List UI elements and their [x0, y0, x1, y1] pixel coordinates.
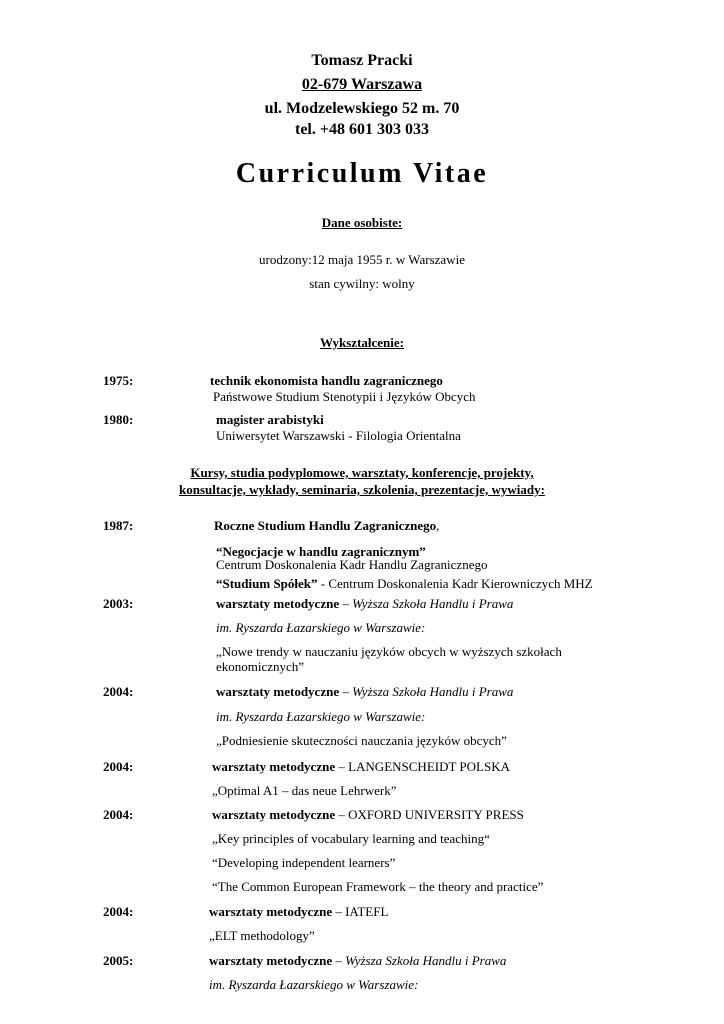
course-entry-2004d [209, 904, 388, 920]
course-topic: „Podniesienie skuteczności nauczania języków obcych” [216, 733, 507, 748]
course-topic: „Nowe trendy w nauczaniu języków obcych w wyższych szkołach [216, 644, 562, 659]
course-title-suffix: , [436, 518, 440, 533]
course-dash: – [339, 684, 353, 699]
course-org: Wyższa Szkoła Handlu i Prawa [345, 953, 507, 968]
course-title: Roczne Studium Handlu Zagranicznego [214, 518, 437, 533]
course-org: Wyższa Szkoła Handlu i Prawa [352, 684, 514, 699]
course-entry-2004b [212, 759, 510, 775]
education-year: 1980: [103, 412, 134, 427]
education-title: technik ekonomista handlu zagranicznego [210, 373, 443, 388]
course-topic: „Key principles of vocabulary learning and teaching“ [212, 831, 490, 846]
course-org: – OXFORD UNIVERSITY PRESS [335, 807, 524, 822]
education-title: magister arabistyki [216, 412, 324, 427]
course-entry-2005 [209, 953, 506, 969]
document-title: Curriculum Vitae [235, 158, 489, 189]
section-heading-courses: Kursy, studia podyplomowe, warsztaty, konferencje, projekty, [190, 465, 534, 480]
section-heading-education: Wykształcenie: [320, 335, 404, 350]
course-topic: „ELT methodology” [209, 928, 315, 943]
section-heading-courses-cont: konsultacje, wykłady, seminaria, szkolenia, prezentacje, wywiady: [179, 482, 545, 497]
author-street: ul. Modzelewskiego 52 m. 70 [264, 100, 460, 117]
course-title: “Studium Spółek” [216, 576, 318, 591]
course-year: 2004: [103, 759, 134, 774]
course-topic: “Developing independent learners” [212, 855, 396, 870]
education-school: Uniwersytet Warszawski - Filologia Orientalna [216, 428, 461, 443]
education-year: 1975: [103, 373, 134, 388]
course-topic-cont: ekonomicznych” [216, 659, 305, 674]
author-phone: tel. +48 601 303 033 [295, 121, 429, 138]
course-label: warsztaty metodyczne [209, 904, 333, 919]
course-topic: „Optimal A1 – das neue Lehrwerk” [212, 783, 397, 798]
course-year: 2004: [103, 807, 134, 822]
course-org: Centrum Doskonalenia Kadr Handlu Zagranicznego [216, 557, 488, 572]
course-org: im. Ryszarda Łazarskiego w Warszawie: [209, 977, 419, 992]
author-name: Tomasz Pracki [311, 52, 413, 69]
course-label: warsztaty metodyczne [212, 807, 336, 822]
course-entry-2003 [216, 596, 513, 612]
course-entry-2004c [212, 807, 524, 823]
course-org: im. Ryszarda Łazarskiego w Warszawie: [216, 709, 426, 724]
course-org: Wyższa Szkoła Handlu i Prawa [352, 596, 514, 611]
course-year: 1987: [103, 518, 134, 533]
course-label: warsztaty metodyczne [209, 953, 333, 968]
course-org: – IATEFL [332, 904, 389, 919]
course-org: im. Ryszarda Łazarskiego w Warszawie: [216, 620, 426, 635]
course-dash: – [339, 596, 353, 611]
marital-status: stan cywilny: wolny [309, 276, 415, 291]
course-topic: “The Common European Framework – the theory and practice” [212, 879, 544, 894]
course-label: warsztaty metodyczne [216, 596, 340, 611]
author-city: 02-679 Warszawa [301, 76, 423, 93]
course-dash: – [332, 953, 346, 968]
course-year: 2005: [103, 953, 134, 968]
section-heading-personal: Dane osobiste: [321, 215, 403, 230]
course-org: – LANGENSCHEIDT POLSKA [335, 759, 510, 774]
course-title: “Negocjacje w handlu zagranicznym” [216, 544, 426, 559]
course-label: warsztaty metodyczne [212, 759, 336, 774]
education-school: Państwowe Studium Stenotypii i Języków Obcych [213, 389, 476, 404]
course-label: warsztaty metodyczne [216, 684, 340, 699]
course-year: 2004: [103, 684, 134, 699]
course-entry-1987 [214, 518, 439, 534]
course-org: - Centrum Doskonalenia Kadr Kierowniczych MHZ [317, 576, 593, 591]
birth-info: urodzony:12 maja 1955 r. w Warszawie [259, 252, 465, 267]
course-entry-studium [216, 576, 593, 592]
course-year: 2003: [103, 596, 134, 611]
course-entry-2004a [216, 684, 513, 700]
course-year: 2004: [103, 904, 134, 919]
